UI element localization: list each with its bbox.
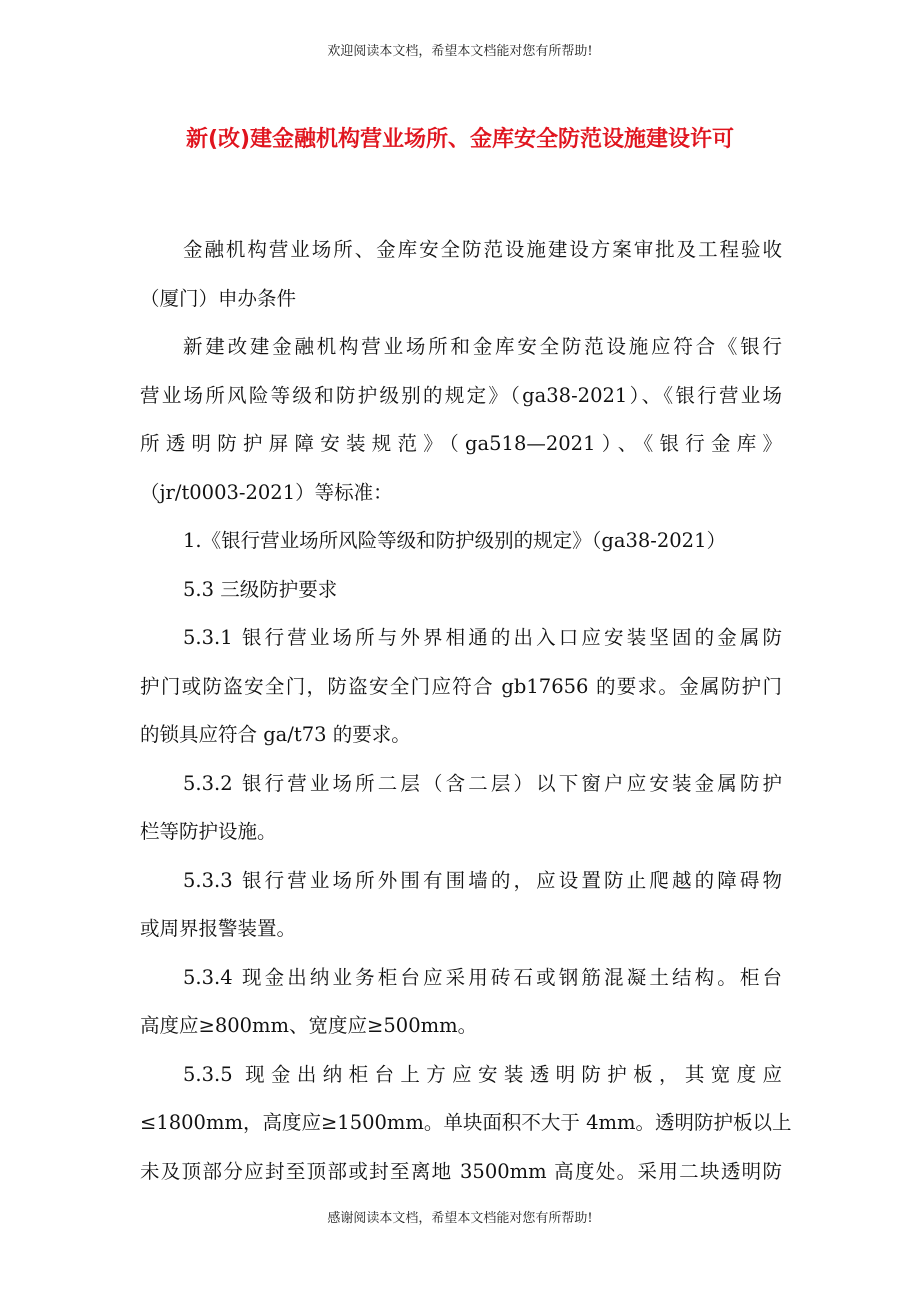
page-footer: 感谢阅读本文档，希望本文档能对您有所帮助! (327, 1211, 593, 1226)
paragraph-line: 新建改建金融机构营业场所和金库安全防范设施应符合《银行 (183, 335, 782, 358)
paragraph-line: 5.3.2 银行营业场所二层（含二层）以下窗户应安装金属防护 (183, 771, 782, 795)
paragraph-line: （厦门）申办条件 (140, 286, 297, 310)
document-body (140, 230, 792, 1200)
document-title: 新(改)建金融机构营业场所、金库安全防范设施建设许可 (185, 127, 735, 152)
paragraph-line: 1.《银行营业场所风险等级和防护级别的规定》（ga38-2021） (183, 529, 726, 552)
paragraph-line: 5.3.1 银行营业场所与外界相通的出入口应安装坚固的金属防 (183, 626, 782, 649)
paragraph-line: 高度应≥800mm、宽度应≥500mm。 (140, 1014, 478, 1037)
paragraph-line: 5.3.4 现金出纳业务柜台应采用砖石或钢筋混凝土结构。柜台 (183, 965, 782, 989)
paragraph-line: 5.3.3 银行营业场所外围有围墙的，应设置防止爬越的障碍物 (183, 868, 782, 892)
paragraph-line: ≤1800mm，高度应≥1500mm。单块面积不大于 4mm。透明防护板以上 (140, 1111, 792, 1134)
paragraph-line: 5.3 三级防护要求 (183, 577, 338, 601)
paragraph-line: 栏等防护设施。 (140, 820, 277, 843)
page-header: 欢迎阅读本文档，希望本文档能对您有所帮助! (327, 44, 593, 59)
paragraph-line: 未及顶部分应封至顶部或封至离地 3500mm 高度处。采用二块透明防 (140, 1159, 782, 1183)
paragraph-line: 或周界报警装置。 (140, 917, 297, 940)
paragraph-line: 护门或防盗安全门，防盗安全门应符合 gb17656 的要求。金属防护门 (140, 674, 782, 698)
paragraph-line: 营业场所风险等级和防护级别的规定》（ga38-2021）、《银行营业场 (140, 383, 782, 407)
paragraph-line: 的锁具应符合 ga/t73 的要求。 (140, 723, 411, 746)
paragraph-line: 所透明防护屏障安装规范》（ga518—2021）、《银行金库》 (140, 432, 782, 455)
paragraph-line: 金融机构营业场所、金库安全防范设施建设方案审批及工程验收 (183, 238, 782, 261)
paragraph-line: 5.3.5 现金出纳柜台上方应安装透明防护板，其宽度应 (183, 1062, 782, 1086)
paragraph-line: （jr/t0003-2021）等标准： (140, 480, 393, 504)
